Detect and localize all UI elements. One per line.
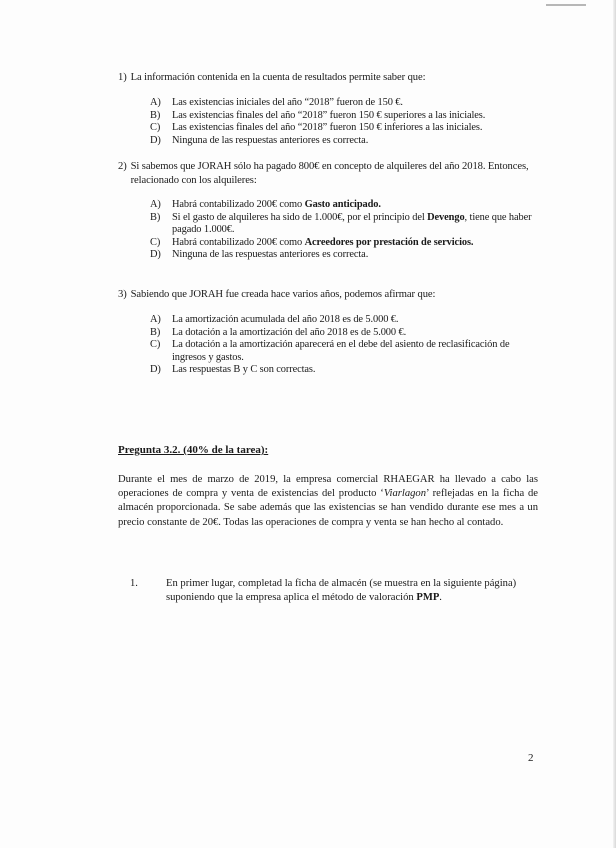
option-text-before: Habrá contabilizado 200€ como xyxy=(172,236,305,248)
question-text: Si sabemos que JORAH sólo ha pagado 800€ en concepto de alquileres del año 2018. Entonces, relacionado con los alquileres: xyxy=(130,161,529,186)
product-name: Viarlagon xyxy=(383,488,427,500)
task-number: 1. xyxy=(130,578,138,589)
option-text xyxy=(172,199,535,212)
page-number: 2 xyxy=(528,752,534,764)
option-text-before: Ninguna de las respuestas anteriores es correcta. xyxy=(172,249,369,260)
question-number: 2) xyxy=(118,161,127,172)
scan-mark xyxy=(546,4,586,6)
option-letter: B) xyxy=(150,211,161,223)
question-number: 1) xyxy=(118,72,127,83)
option-b xyxy=(150,212,535,237)
option-letter: B) xyxy=(150,109,161,121)
option-text: La amortización acumulada del año 2018 es de 5.000 €. xyxy=(172,314,399,325)
option-text: La dotación a la amortización aparecerá en el debe del asiento de reclasificación de ingresos y gastos. xyxy=(172,339,510,363)
option-letter: A) xyxy=(150,199,161,210)
option-c xyxy=(150,122,535,135)
option-letter: D) xyxy=(150,364,161,375)
question-2 xyxy=(118,160,538,188)
option-letter: A) xyxy=(150,314,161,325)
option-letter: D) xyxy=(150,249,161,260)
option-b xyxy=(150,110,535,123)
option-text: Ninguna de las respuestas anteriores es correcta. xyxy=(172,134,369,146)
option-b xyxy=(150,327,535,340)
option-d xyxy=(150,135,535,148)
task-text-before: En primer lugar, completad la ficha de almacén (se muestra en la siguiente página) suponiendo que la empresa aplica el método de valoración xyxy=(166,578,517,603)
question-1 xyxy=(118,71,538,85)
paragraph-text-before: Durante el mes de marzo de 2019, la empresa comercial RHAEGAR ha llevado a cabo las operaciones de compra y venta de existencias del producto ‘ xyxy=(118,474,538,500)
option-a xyxy=(150,97,535,110)
option-letter: C) xyxy=(150,236,161,248)
section-heading: Pregunta 3.2. (40% de la tarea): xyxy=(118,444,269,456)
option-a xyxy=(150,314,535,327)
question-2-stem xyxy=(118,160,538,188)
option-text: Las existencias finales del año “2018” fueron 150 € inferiores a las iniciales. xyxy=(172,122,483,133)
question-3-stem xyxy=(118,288,538,302)
option-c xyxy=(150,237,535,250)
question-text: Sabiendo que JORAH fue creada hace varios años, podemos afirmar que: xyxy=(130,289,436,300)
option-text: Las existencias iniciales del año “2018” fueron de 150 €. xyxy=(172,97,403,108)
option-letter: D) xyxy=(150,134,161,146)
option-letter: A) xyxy=(150,97,161,108)
option-text: La dotación a la amortización del año 2018 es de 5.000 €. xyxy=(172,326,407,338)
option-text-after: , tiene que haber pagado 1.000€. xyxy=(172,211,532,235)
task-text-bold: PMP xyxy=(416,592,440,603)
question-number: 3) xyxy=(118,289,127,300)
question-text: La información contenida en la cuenta de resultados permite saber que: xyxy=(130,72,426,83)
option-d xyxy=(150,249,535,262)
paragraph-text-after: ’ reflejadas en la ficha de almacén proporcionada. Se sabe además que las existencias se han vendido durante ese mes a un precio constante de 20€. Todas las operaciones de compra y venta se han hecho al contado. xyxy=(118,488,539,528)
option-text-bold: Gasto anticipado. xyxy=(304,199,381,210)
option-text xyxy=(172,237,535,250)
option-text xyxy=(172,212,535,237)
option-text: Las respuestas B y C son correctas. xyxy=(172,364,316,375)
task-item xyxy=(130,577,540,605)
task-text-after: . xyxy=(439,592,442,603)
option-text-before: Si el gasto de alquileres ha sido de 1.000€, por el principio del xyxy=(172,211,428,223)
option-text xyxy=(172,249,535,262)
option-text: Las existencias finales del año “2018” fueron 150 € superiores a las iniciales. xyxy=(172,109,486,121)
option-d xyxy=(150,364,535,377)
question-3 xyxy=(118,288,538,302)
option-text-bold: Acreedores por prestación de servicios. xyxy=(304,236,474,248)
option-c xyxy=(150,339,535,364)
option-letter: B) xyxy=(150,326,161,338)
question-3-options xyxy=(150,314,535,377)
option-text-bold: Devengo xyxy=(427,211,465,223)
option-text-before: Habrá contabilizado 200€ como xyxy=(172,199,305,210)
option-letter: C) xyxy=(150,122,161,133)
option-letter: C) xyxy=(150,339,161,350)
question-2-options xyxy=(150,199,535,262)
option-a xyxy=(150,199,535,212)
question-1-options xyxy=(150,97,535,147)
question-1-stem xyxy=(118,71,538,85)
section-paragraph xyxy=(118,473,538,530)
task-text xyxy=(166,577,540,605)
